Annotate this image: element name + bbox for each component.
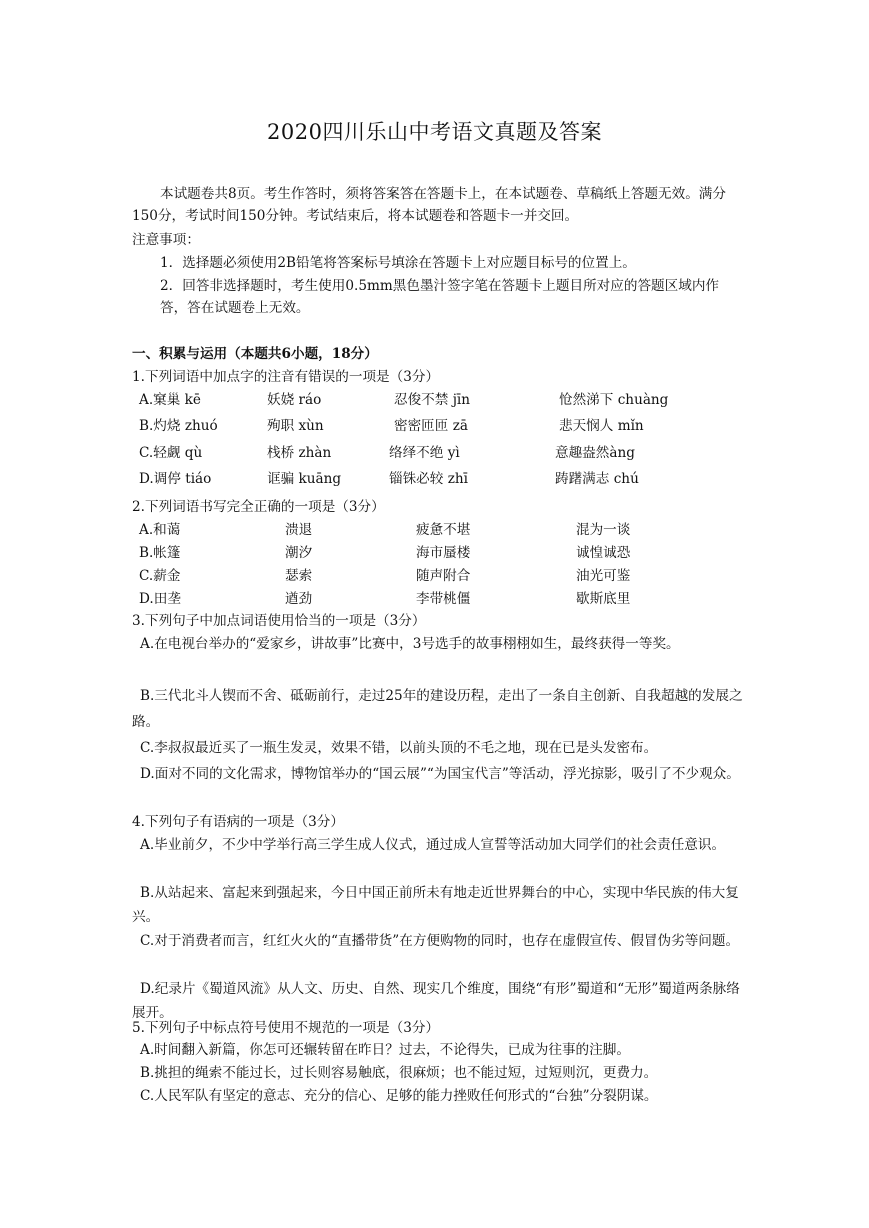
q2-d-1: D.田垄 bbox=[139, 591, 181, 607]
q2-c-1: C.薪金 bbox=[139, 568, 181, 584]
intro-paragraph: 本试题卷共8页。考生作答时，须将答案答在答题卡上，在本试题卷、草稿纸上答题无效。满分150分，考试时间150分钟。考试结束后，将本试题卷和答题卡一并交回。 bbox=[132, 186, 726, 224]
q2-option-row bbox=[139, 543, 759, 565]
q2-a-3: 疲惫不堪 bbox=[416, 522, 471, 538]
q5-option-b: B.挑担的绳索不能过长，过长则容易触底，很麻烦；也不能过短，过短则沉，更费力。 bbox=[140, 1065, 658, 1081]
q1-option-row bbox=[139, 469, 759, 491]
q3-option-b: B.三代北斗人锲而不舍、砥砺前行，走过25年的建设历程，走出了一条自主创新、自我超越的发展之路。 bbox=[132, 688, 743, 730]
q2-c-4: 油光可鉴 bbox=[576, 568, 631, 584]
q1-d-2: 诓骗 kuāng bbox=[267, 471, 342, 487]
q2-option-row bbox=[139, 589, 759, 611]
question-2-stem: 2.下列词语书写完全正确的一项是（3分） bbox=[132, 499, 385, 515]
q2-c-3: 随声附合 bbox=[416, 568, 471, 584]
q1-option-row bbox=[139, 443, 759, 465]
q2-b-3: 海市蜃楼 bbox=[416, 545, 471, 561]
q3-option-c: C.李叔叔最近买了一瓶生发灵，效果不错，以前头顶的不毛之地，现在已是头发密布。 bbox=[140, 740, 658, 756]
q1-b-1: B.灼烧 zhuó bbox=[139, 418, 218, 434]
q5-option-a: A.时间翻入新篇，你怎可还辗转留在昨日？过去，不论得失，已成为往事的注脚。 bbox=[140, 1042, 630, 1058]
notice-item-1: 1．选择题必须使用2B铅笔将答案标号填涂在答题卡上对应题目标号的位置上。 bbox=[160, 255, 636, 271]
question-5-stem: 5.下列句子中标点符号使用不规范的一项是（3分） bbox=[132, 1020, 440, 1036]
q2-d-4: 歇斯底里 bbox=[576, 591, 631, 607]
q1-b-2: 殉职 xùn bbox=[267, 418, 324, 434]
q1-c-4: 意趣盎然àng bbox=[555, 445, 635, 461]
q1-option-row bbox=[139, 416, 759, 438]
q1-d-4: 踌躇满志 chú bbox=[555, 471, 639, 487]
q2-b-1: B.帐篷 bbox=[139, 545, 181, 561]
section-heading: 一、积累与运用（本题共6小题，18分） bbox=[132, 346, 378, 362]
q1-a-3: 忍俊不禁 jīn bbox=[394, 392, 471, 408]
q3-option-a: A.在电视台举办的“爱家乡，讲故事”比赛中，3号选手的故事栩栩如生，最终获得一等奖。 bbox=[140, 636, 680, 652]
q1-b-4: 悲天悯人 mǐn bbox=[559, 418, 644, 434]
q1-c-2: 栈桥 zhàn bbox=[267, 445, 332, 461]
q2-a-2: 溃退 bbox=[285, 522, 313, 538]
q2-b-4: 诚惶诚恐 bbox=[576, 545, 631, 561]
q4-option-c: C.对于消费者而言，红红火火的“直播带货”在方便购物的同时，也存在虚假宣传、假冒伪劣等问题。 bbox=[140, 933, 740, 949]
q1-d-1: D.调停 tiáo bbox=[139, 471, 212, 487]
notice-label: 注意事项： bbox=[132, 232, 200, 248]
q1-c-3: 络绎不绝 yì bbox=[389, 445, 460, 461]
q2-option-row bbox=[139, 520, 759, 542]
question-1-stem: 1.下列词语中加点字的注音有错误的一项是（3分） bbox=[132, 369, 440, 385]
q3-option-d: D.面对不同的文化需求，博物馆举办的“国云展”“为国宝代言”等活动，浮光掠影，吸引了不少观众。 bbox=[140, 766, 740, 782]
q1-d-3: 锱铢必较 zhī bbox=[389, 471, 468, 487]
q2-option-row bbox=[139, 566, 759, 588]
q2-a-1: A.和蔼 bbox=[139, 522, 181, 538]
q2-d-2: 遒劲 bbox=[285, 591, 313, 607]
q1-b-3: 密密匝匝 zā bbox=[394, 418, 468, 434]
q2-c-2: 瑟索 bbox=[285, 568, 313, 584]
q1-c-1: C.轻觑 qù bbox=[139, 445, 203, 461]
q2-d-3: 李带桃僵 bbox=[416, 591, 471, 607]
q1-a-4: 怆然涕下 chuàng bbox=[559, 392, 669, 408]
q1-a-2: 妖娆 ráo bbox=[267, 392, 322, 408]
q4-option-d: D.纪录片《蜀道风流》从人文、历史、自然、现实几个维度，围绕“有形”蜀道和“无形”蜀道两条脉络展开。 bbox=[132, 981, 740, 1021]
q4-option-b: B.从站起来、富起来到强起来，今日中国正前所未有地走近世界舞台的中心，实现中华民族的伟大复兴。 bbox=[132, 885, 739, 925]
q1-a-1: A.窠巢 kē bbox=[139, 392, 201, 408]
notice-item-2: 2．回答非选择题时，考生使用0.5mm黑色墨汁签字笔在答题卡上题目所对应的答题区域内作答，答在试题卷上无效。 bbox=[160, 278, 720, 316]
q2-b-2: 潮汐 bbox=[285, 545, 313, 561]
page-title: 2020四川乐山中考语文真题及答案 bbox=[267, 120, 602, 144]
question-4-stem: 4.下列句子有语病的一项是（3分） bbox=[132, 814, 344, 830]
question-3-stem: 3.下列句子中加点词语使用恰当的一项是（3分） bbox=[132, 613, 426, 629]
q5-option-c: C.人民军队有坚定的意志、充分的信心、足够的能力挫败任何形式的“台独”分裂阴谋。 bbox=[140, 1088, 658, 1104]
q4-option-a: A.毕业前夕，不少中学举行高三学生成人仪式，通过成人宣誓等活动加大同学们的社会责任意识。 bbox=[140, 837, 726, 853]
q1-option-row bbox=[139, 390, 759, 412]
q2-a-4: 混为一谈 bbox=[576, 522, 631, 538]
